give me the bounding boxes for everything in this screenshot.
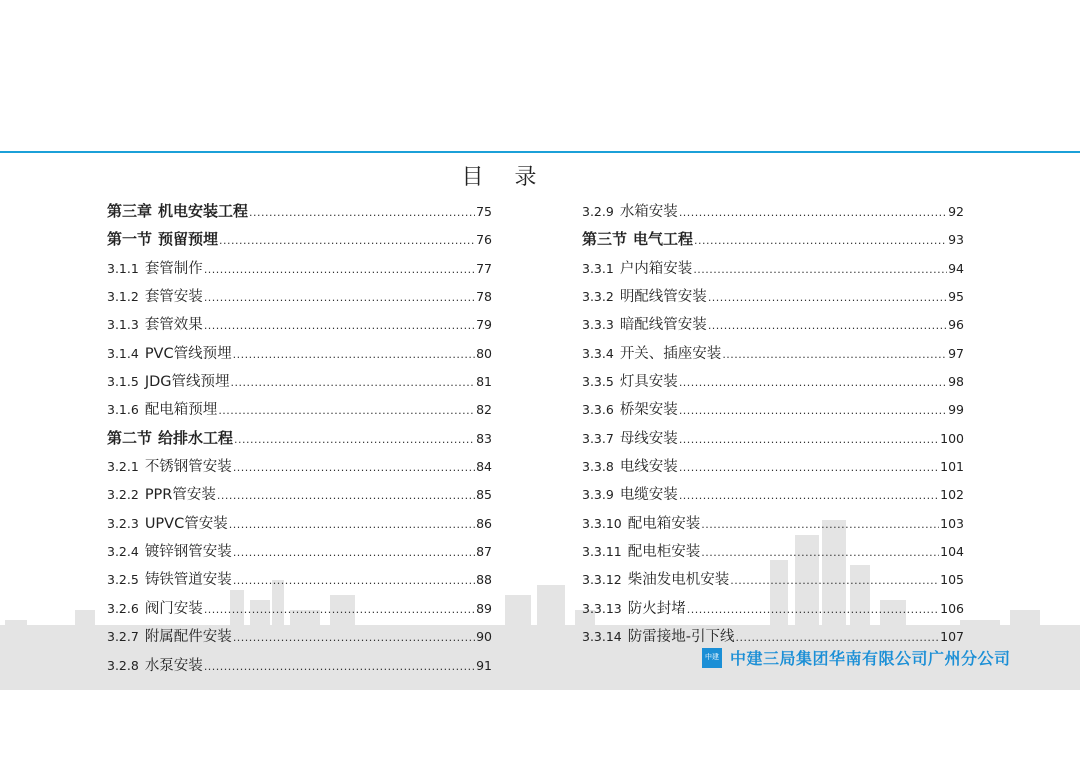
toc-entry[interactable] [582, 540, 964, 568]
toc-entry-page: 79 [476, 317, 492, 333]
toc-leader-dots [679, 376, 947, 389]
toc-entry-label: 母线安装 [619, 430, 678, 447]
toc-entry-label: 配电柜安装 [627, 544, 701, 561]
toc-entry-label: PVC管线预埋 [144, 345, 232, 362]
toc-entry-label: 电线安装 [619, 459, 678, 476]
toc-leader-dots [204, 660, 475, 673]
toc-entry-number: 3.3.3 [582, 317, 614, 333]
toc-entry-number: 3.1.6 [107, 402, 139, 418]
toc-entry-page: 99 [948, 402, 964, 418]
toc-entry-number: 3.3.9 [582, 487, 614, 503]
toc-entry-number: 3.2.2 [107, 487, 139, 503]
toc-entry-number: 3.3.4 [582, 345, 614, 361]
toc-leader-dots [679, 404, 947, 417]
toc-leader-dots [204, 263, 475, 276]
top-accent-rule [0, 151, 1080, 153]
toc-entry[interactable] [582, 512, 964, 540]
toc-entry-page: 80 [476, 345, 492, 361]
toc-entry-page: 96 [948, 317, 964, 333]
toc-entry[interactable] [107, 597, 492, 625]
toc-entry[interactable] [582, 455, 964, 483]
toc-entry-label: 防雷接地-引下线 [627, 629, 735, 646]
toc-leader-dots [701, 518, 939, 531]
toc-leader-dots [233, 574, 475, 587]
toc-entry[interactable] [107, 427, 492, 455]
company-name: 中建三局集团华南有限公司广州分公司 [730, 649, 1011, 668]
toc-leader-dots [730, 574, 939, 587]
toc-entry[interactable] [582, 257, 964, 285]
toc-entry-label: 配电箱安装 [627, 515, 701, 532]
toc-entry[interactable] [582, 313, 964, 341]
toc-leader-dots [693, 263, 947, 276]
toc-entry[interactable] [107, 512, 492, 540]
toc-entry-number: 3.2.1 [107, 459, 139, 475]
toc-entry-page: 85 [476, 487, 492, 503]
toc-leader-dots [694, 234, 947, 247]
toc-entry-page: 88 [476, 572, 492, 588]
toc-entry[interactable] [582, 228, 964, 256]
toc-entry-number: 3.3.13 [582, 600, 622, 616]
toc-entry-number: 3.1.1 [107, 260, 139, 276]
toc-entry[interactable] [582, 427, 964, 455]
toc-entry-label: 不锈钢管安装 [144, 459, 232, 476]
toc-entry-page: 90 [476, 629, 492, 645]
toc-entry-page: 92 [948, 204, 964, 219]
toc-entry-page: 86 [476, 515, 492, 531]
toc-entry-number: 3.2.8 [107, 657, 139, 673]
toc-entry[interactable] [107, 540, 492, 568]
toc-entry-label: 预留预埋 [158, 230, 219, 249]
toc-entry-page: 77 [476, 260, 492, 276]
toc-leader-dots [722, 348, 947, 361]
toc-entry[interactable] [107, 200, 492, 228]
toc-leader-dots [234, 433, 475, 446]
toc-entry-number: 3.3.14 [582, 629, 622, 645]
toc-entry-page: 76 [476, 232, 492, 248]
toc-entry-page: 97 [948, 345, 964, 361]
toc-entry-number: 3.2.6 [107, 600, 139, 616]
toc-entry-page: 107 [940, 629, 964, 645]
toc-leader-dots [708, 291, 947, 304]
toc-entry-label: 防火封堵 [627, 600, 686, 617]
toc-entry-page: 95 [948, 289, 964, 305]
toc-entry-label: UPVC管安装 [144, 515, 228, 532]
toc-entry-label: 铸铁管道安装 [144, 572, 232, 589]
toc-entry-page: 81 [476, 374, 492, 390]
toc-entry-label: 给排水工程 [158, 428, 234, 447]
toc-entry-number: 3.2.5 [107, 572, 139, 588]
toc-entry-number: 3.3.2 [582, 289, 614, 305]
toc-entry-page: 105 [940, 572, 964, 588]
toc-entry[interactable] [107, 370, 492, 398]
toc-leader-dots [701, 546, 939, 559]
toc-entry[interactable] [107, 313, 492, 341]
toc-leader-dots [687, 603, 939, 616]
toc-entry[interactable] [107, 483, 492, 511]
toc-entry-number: 第二节 [107, 428, 153, 447]
toc-leader-dots [233, 631, 475, 644]
toc-entry[interactable] [107, 285, 492, 313]
toc-entry-label: 桥架安装 [619, 402, 678, 419]
toc-left-column [107, 200, 492, 682]
toc-entry[interactable] [107, 455, 492, 483]
toc-entry-label: 套管效果 [144, 317, 203, 334]
toc-entry[interactable] [582, 370, 964, 398]
toc-entry[interactable] [582, 568, 964, 596]
toc-leader-dots [219, 234, 475, 247]
footer-brand [702, 646, 1011, 669]
toc-entry-number: 3.3.10 [582, 515, 622, 531]
toc-entry[interactable] [107, 654, 492, 682]
toc-entry-label: 镀锌钢管安装 [144, 544, 232, 561]
toc-entry[interactable] [107, 568, 492, 596]
toc-entry-label: 机电安装工程 [158, 202, 249, 220]
toc-entry[interactable] [582, 597, 964, 625]
toc-entry-number: 3.1.3 [107, 317, 139, 333]
toc-entry-label: 水箱安装 [619, 204, 678, 220]
toc-entry-page: 102 [940, 487, 964, 503]
toc-entry-label: 套管安装 [144, 289, 203, 306]
toc-entry-label: 电缆安装 [619, 487, 678, 504]
toc-entry-label: 配电箱预埋 [144, 402, 218, 419]
toc-entry-number: 第三节 [582, 230, 628, 249]
toc-entry-page: 106 [940, 600, 964, 616]
toc-entry-label: 套管制作 [144, 260, 203, 277]
toc-entry-page: 78 [476, 289, 492, 305]
toc-entry-number: 3.2.4 [107, 544, 139, 560]
toc-leader-dots [233, 461, 475, 474]
toc-entry-page: 94 [948, 260, 964, 276]
toc-entry[interactable] [582, 342, 964, 370]
toc-entry[interactable] [582, 285, 964, 313]
toc-entry-number: 3.3.12 [582, 572, 622, 588]
toc-entry[interactable] [582, 200, 964, 228]
company-logo-icon: 中建 [702, 648, 722, 668]
toc-leader-dots [204, 291, 475, 304]
toc-leader-dots [204, 603, 475, 616]
toc-entry-page: 100 [940, 430, 964, 446]
toc-entry-label: 暗配线管安装 [619, 317, 707, 334]
toc-leader-dots [679, 489, 939, 502]
toc-title: 目 录 [461, 165, 549, 190]
toc-entry-label: PPR管安装 [144, 487, 216, 504]
toc-entry-number: 第一节 [107, 230, 153, 249]
toc-leader-dots [217, 489, 475, 502]
toc-entry-number: 3.2.7 [107, 629, 139, 645]
toc-leader-dots [736, 631, 940, 644]
toc-entry-number: 3.3.5 [582, 374, 614, 390]
toc-entry-page: 101 [940, 459, 964, 475]
toc-entry-number: 3.1.5 [107, 374, 139, 390]
toc-entry-page: 83 [476, 430, 492, 446]
toc-leader-dots [204, 319, 475, 332]
toc-entry[interactable] [107, 228, 492, 256]
toc-entry-page: 93 [948, 232, 964, 248]
toc-entry-page: 75 [476, 204, 492, 219]
toc-leader-dots [249, 206, 475, 219]
toc-entry-label: 户内箱安装 [619, 260, 693, 277]
toc-entry[interactable] [107, 625, 492, 653]
toc-entry-number: 3.2.3 [107, 515, 139, 531]
toc-entry-label: 阀门安装 [144, 600, 203, 617]
toc-leader-dots [233, 348, 475, 361]
toc-leader-dots [229, 518, 475, 531]
toc-entry-page: 89 [476, 600, 492, 616]
toc-entry-number: 3.3.7 [582, 430, 614, 446]
toc-entry[interactable] [582, 483, 964, 511]
toc-leader-dots [231, 376, 476, 389]
toc-entry-page: 84 [476, 459, 492, 475]
toc-entry-page: 98 [948, 374, 964, 390]
toc-right-column [582, 200, 964, 654]
toc-entry-label: 附属配件安装 [144, 629, 232, 646]
toc-entry-number: 3.1.4 [107, 345, 139, 361]
toc-entry-page: 91 [476, 657, 492, 673]
toc-leader-dots [708, 319, 947, 332]
toc-leader-dots [679, 206, 947, 219]
toc-entry-label: 柴油发电机安装 [627, 572, 730, 589]
toc-entry[interactable] [107, 257, 492, 285]
toc-entry-number: 3.3.1 [582, 260, 614, 276]
toc-entry-page: 82 [476, 402, 492, 418]
toc-entry-label: 开关、插座安装 [619, 345, 722, 362]
toc-entry-page: 104 [940, 544, 964, 560]
toc-entry-number: 3.3.6 [582, 402, 614, 418]
toc-entry[interactable] [107, 398, 492, 426]
toc-entry-label: 水泵安装 [144, 657, 203, 674]
toc-entry[interactable] [582, 398, 964, 426]
toc-leader-dots [233, 546, 475, 559]
toc-entry-page: 87 [476, 544, 492, 560]
toc-leader-dots [679, 433, 939, 446]
toc-entry[interactable] [107, 342, 492, 370]
toc-entry-label: 电气工程 [633, 230, 694, 249]
toc-entry-label: JDG管线预埋 [144, 374, 230, 391]
toc-entry-number: 3.2.9 [582, 204, 614, 219]
toc-entry-number: 3.1.2 [107, 289, 139, 305]
toc-entry-number: 3.3.11 [582, 544, 622, 560]
toc-entry-label: 明配线管安装 [619, 289, 707, 306]
toc-entry-page: 103 [940, 515, 964, 531]
toc-leader-dots [679, 461, 939, 474]
toc-entry-label: 灯具安装 [619, 374, 678, 391]
toc-leader-dots [218, 404, 475, 417]
toc-entry-number: 3.3.8 [582, 459, 614, 475]
toc-entry-number: 第三章 [107, 202, 153, 220]
